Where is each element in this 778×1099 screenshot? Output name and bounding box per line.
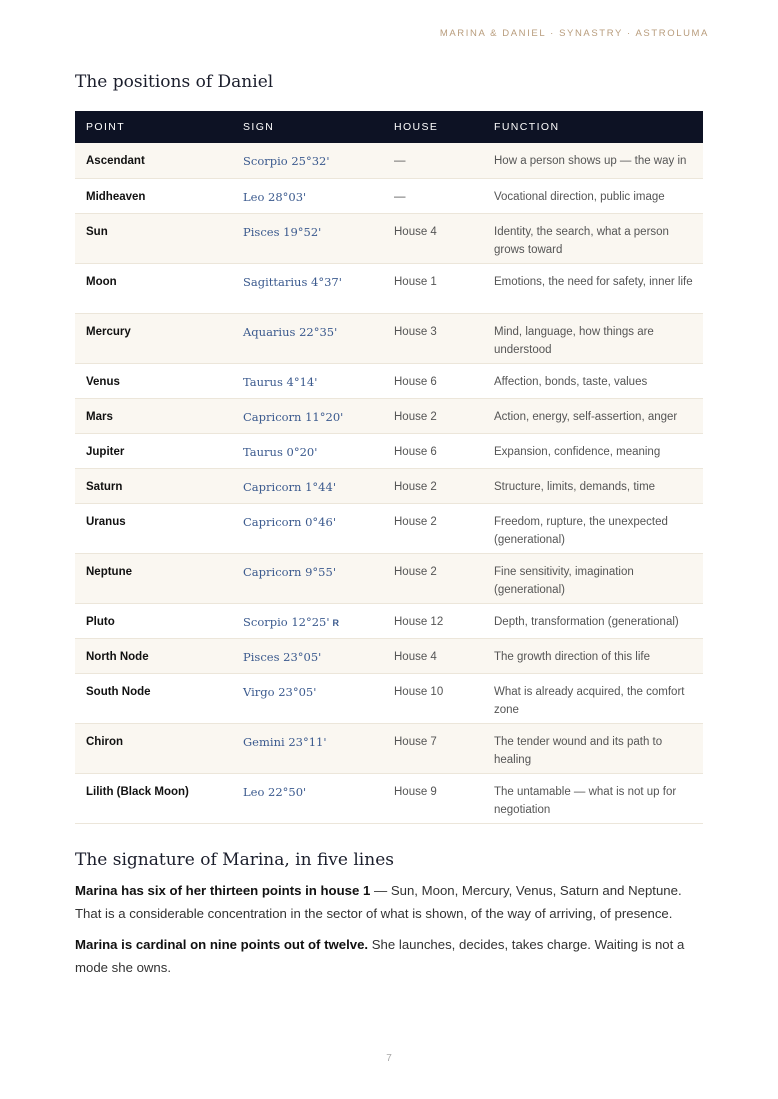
table-header-row — [75, 111, 703, 143]
house-cell: House 12 — [383, 603, 483, 638]
function-cell: Fine sensitivity, imagination (generational) — [483, 553, 703, 603]
sign-cell — [232, 603, 383, 638]
retrograde-marker: R — [332, 617, 340, 628]
table-row — [75, 673, 703, 723]
point-cell: North Node — [75, 638, 232, 673]
sign-cell: Aquarius 22°35' — [232, 313, 383, 363]
sign-cell: Virgo 23°05' — [232, 673, 383, 723]
function-cell: Emotions, the need for safety, inner life — [483, 263, 703, 313]
function-cell: Mind, language, how things are understood — [483, 313, 703, 363]
house-cell: House 2 — [383, 468, 483, 503]
point-cell: Uranus — [75, 503, 232, 553]
table-row — [75, 773, 703, 823]
function-cell: Identity, the search, what a person grows toward — [483, 213, 703, 263]
header-point: POINT — [75, 111, 232, 143]
house-cell: House 2 — [383, 398, 483, 433]
house-cell: House 6 — [383, 433, 483, 468]
house-cell: — — [383, 178, 483, 213]
point-cell: Sun — [75, 213, 232, 263]
point-cell: Saturn — [75, 468, 232, 503]
positions-table — [75, 111, 703, 824]
sign-cell: Scorpio 25°32' — [232, 143, 383, 178]
point-cell: Mercury — [75, 313, 232, 363]
page-number: 7 — [386, 1053, 392, 1064]
table-row — [75, 313, 703, 363]
header-function: FUNCTION — [483, 111, 703, 143]
house-cell: House 2 — [383, 553, 483, 603]
sign-cell: Leo 28°03' — [232, 178, 383, 213]
table-row — [75, 433, 703, 468]
sign-cell: Capricorn 0°46' — [232, 503, 383, 553]
table-row — [75, 638, 703, 673]
function-cell: Expansion, confidence, meaning — [483, 433, 703, 468]
sign-cell: Taurus 0°20' — [232, 433, 383, 468]
table-body — [75, 143, 703, 823]
table-row — [75, 723, 703, 773]
function-cell: Structure, limits, demands, time — [483, 468, 703, 503]
function-cell: The growth direction of this life — [483, 638, 703, 673]
table-row — [75, 213, 703, 263]
house-cell: House 2 — [383, 503, 483, 553]
paragraph-cardinal — [75, 933, 705, 979]
point-cell: Venus — [75, 363, 232, 398]
point-cell: Ascendant — [75, 143, 232, 178]
function-cell: Affection, bonds, taste, values — [483, 363, 703, 398]
point-cell: Mars — [75, 398, 232, 433]
paragraph-lead: Marina is cardinal on nine points out of twelve. — [75, 937, 369, 952]
function-cell: The untamable — what is not up for negotiation — [483, 773, 703, 823]
sign-cell: Pisces 19°52' — [232, 213, 383, 263]
point-cell: Jupiter — [75, 433, 232, 468]
sign-cell: Leo 22°50' — [232, 773, 383, 823]
paragraph-lead: Marina has six of her thirteen points in house 1 — [75, 883, 371, 898]
point-cell: Chiron — [75, 723, 232, 773]
sign-cell: Capricorn 9°55' — [232, 553, 383, 603]
function-cell: How a person shows up — the way in — [483, 143, 703, 178]
function-cell: Depth, transformation (generational) — [483, 603, 703, 638]
point-cell: Pluto — [75, 603, 232, 638]
function-cell: What is already acquired, the comfort zone — [483, 673, 703, 723]
section-title-marina-signature: The signature of Marina, in five lines — [75, 850, 394, 870]
table-row — [75, 468, 703, 503]
house-cell: House 1 — [383, 263, 483, 313]
header-house: HOUSE — [383, 111, 483, 143]
table-row — [75, 553, 703, 603]
function-cell: Freedom, rupture, the unexpected (generational) — [483, 503, 703, 553]
point-cell: Lilith (Black Moon) — [75, 773, 232, 823]
function-cell: The tender wound and its path to healing — [483, 723, 703, 773]
sign-cell: Sagittarius 4°37' — [232, 263, 383, 313]
table-row — [75, 363, 703, 398]
running-header: MARINA & DANIEL · SYNASTRY · ASTROLUMA — [439, 28, 709, 39]
table-row — [75, 398, 703, 433]
paragraph-text: She launches, decides, takes charge. Waiting is not a mode she owns. — [75, 937, 685, 975]
sign-cell: Capricorn 11°20' — [232, 398, 383, 433]
function-cell: Vocational direction, public image — [483, 178, 703, 213]
house-cell: House 7 — [383, 723, 483, 773]
house-cell: House 4 — [383, 638, 483, 673]
table-row — [75, 603, 703, 638]
sign-cell: Gemini 23°11' — [232, 723, 383, 773]
sign-cell: Pisces 23°05' — [232, 638, 383, 673]
function-cell: Action, energy, self-assertion, anger — [483, 398, 703, 433]
house-cell: House 10 — [383, 673, 483, 723]
sign-cell: Taurus 4°14' — [232, 363, 383, 398]
section-title-daniel-positions: The positions of Daniel — [75, 72, 274, 92]
table-row — [75, 503, 703, 553]
house-cell: House 6 — [383, 363, 483, 398]
house-cell: House 4 — [383, 213, 483, 263]
sign-cell: Capricorn 1°44' — [232, 468, 383, 503]
table-row — [75, 178, 703, 213]
point-cell: Moon — [75, 263, 232, 313]
point-cell: Midheaven — [75, 178, 232, 213]
house-cell: — — [383, 143, 483, 178]
point-cell: Neptune — [75, 553, 232, 603]
paragraph-text: — Sun, Moon, Mercury, Venus, Saturn and Neptune. That is a considerable concentration in the sector of what is shown, of the way of arriving, of presence. — [75, 883, 682, 921]
point-cell: South Node — [75, 673, 232, 723]
sign-value: Scorpio 12°25' — [243, 614, 330, 629]
paragraph-house-one — [75, 879, 705, 925]
header-sign: SIGN — [232, 111, 383, 143]
table-row — [75, 263, 703, 313]
table-row — [75, 143, 703, 178]
house-cell: House 3 — [383, 313, 483, 363]
house-cell: House 9 — [383, 773, 483, 823]
